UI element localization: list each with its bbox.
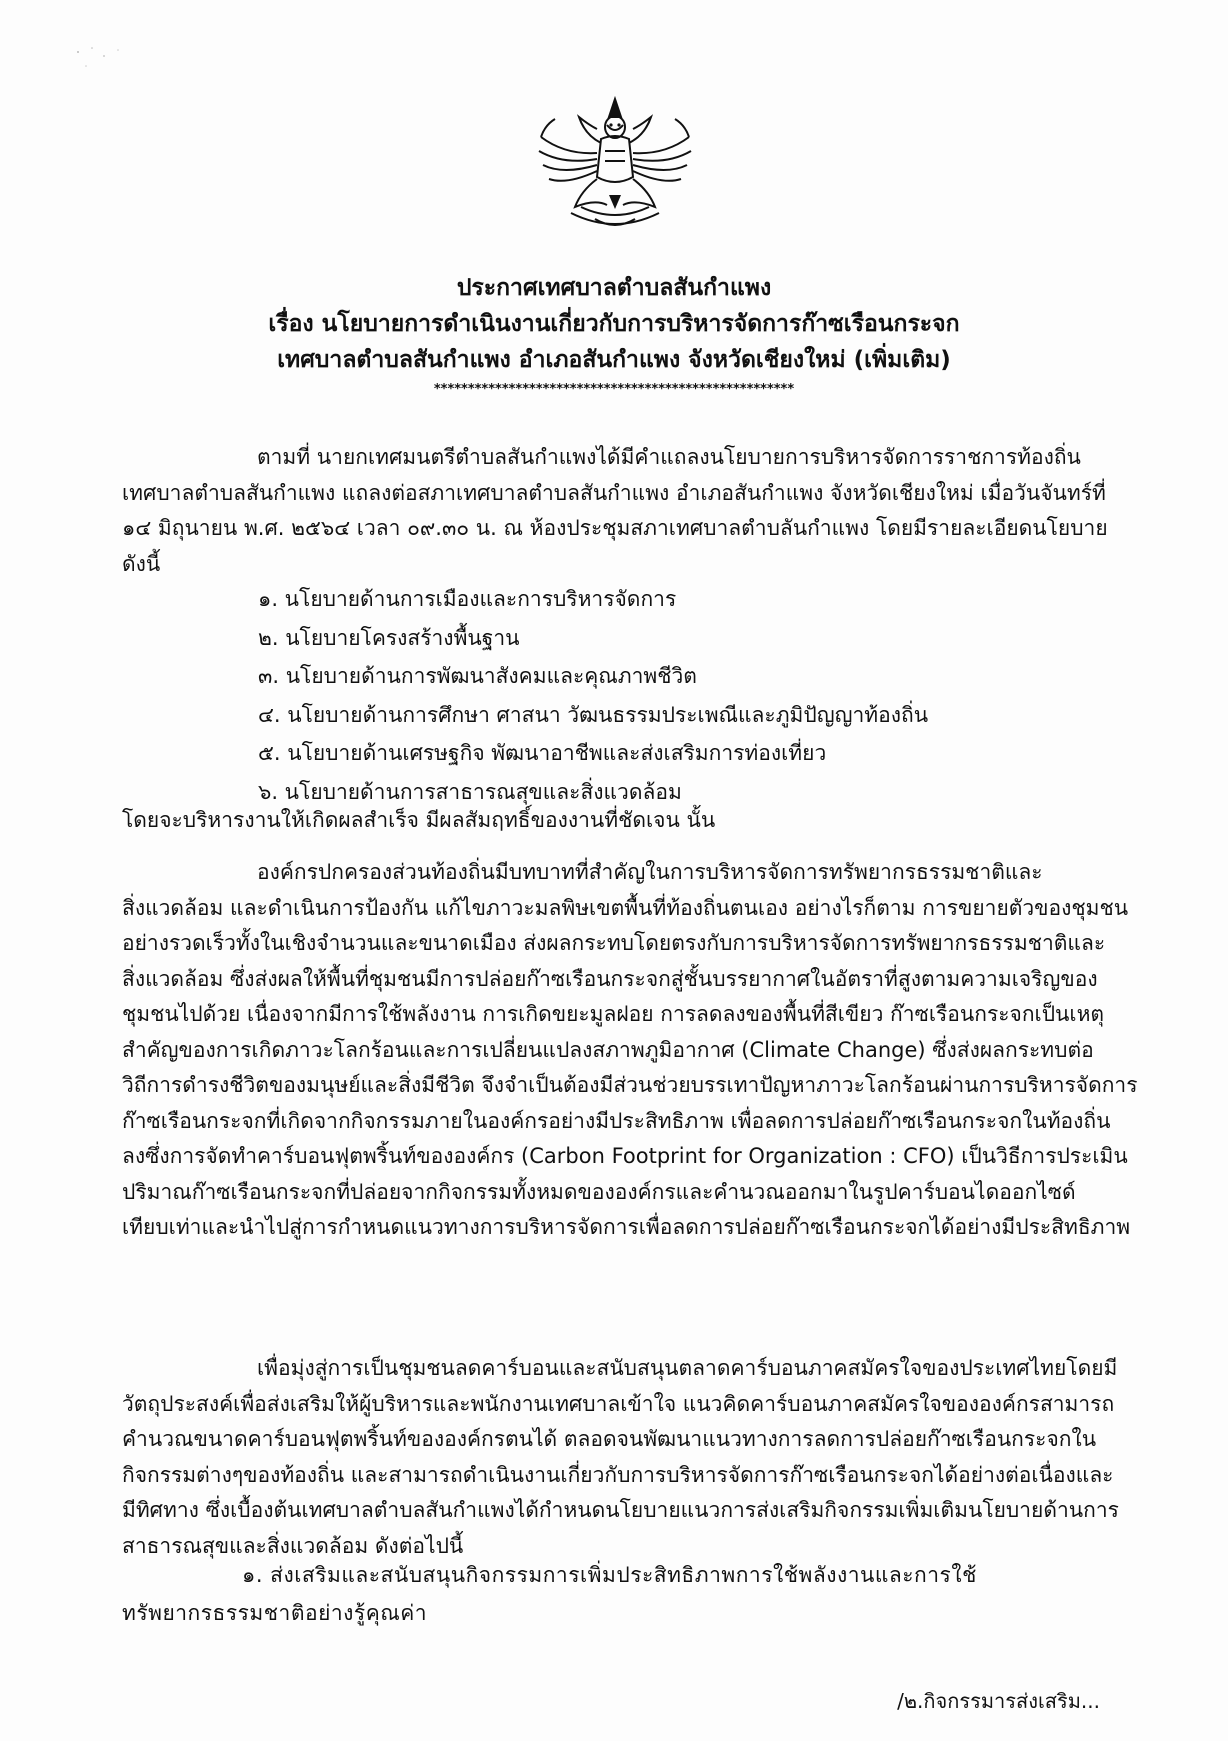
- paragraph-line: สำคัญของการเกิดภาวะโลกร้อนและการเปลี่ยนแปลงสภาพภูมิอากาศ (Climate Change) ซึ่งส่งผลกระทบต่อ: [122, 1037, 1094, 1062]
- paragraph-line: คำนวณขนาดคาร์บอนฟุตพริ้นท์ขององค์กรตนได้ ตลอดจนพัฒนาแนวทางการลดการปล่อยก๊าซเรือนกระจกใน: [122, 1427, 1097, 1451]
- paragraph-line: ชุมชนไปด้วย เนื่องจากมีการใช้พลังงาน การเกิดขยะมูลฝอย การลดลงของพื้นที่สีเขียว ก๊าซเรือนกระจกเป็นเหตุ: [122, 1002, 1105, 1026]
- paragraph-role: [122, 855, 1138, 1246]
- policy-item: ๖. นโยบายด้านการสาธารณสุขและสิ่งแวดล้อม: [258, 779, 682, 804]
- paragraph-measure-1: [122, 1556, 1107, 1632]
- paragraph-line: สิ่งแวดล้อม ซึ่งส่งผลให้พื้นที่ชุมชนมีการปล่อยก๊าซเรือนกระจกสู่ชั้นบรรยากาศในอัตราที่สูงตามความเจริญของ: [122, 966, 1098, 991]
- policy-item: ๔. นโยบายด้านการศึกษา ศาสนา วัฒนธรรมประเพณีและภูมิปัญญาท้องถิ่น: [258, 702, 929, 727]
- paragraph-line: วิถีการดำรงชีวิตของมนุษย์และสิ่งมีชีวิต จึงจำเป็นต้องมีส่วนช่วยบรรเทาปัญหาภาวะโลกร้อนผ่านการบริหารจัดการ: [122, 1073, 1138, 1097]
- scan-specks: [58, 40, 148, 90]
- paragraph-line: กิจกรรมต่างๆของท้องถิ่น และสามารถดำเนินงานเกี่ยวกับการบริหารจัดการก๊าซเรือนกระจกได้อย่างต่อเนื่องและ: [122, 1462, 1114, 1487]
- announcement-header: [0, 270, 1228, 378]
- header-separator: *****************************************************: [433, 382, 795, 397]
- policy-list: [258, 580, 928, 811]
- paragraph-line: เทียบเท่าและนำไปสู่การกำหนดแนวทางการบริหารจัดการเพื่อลดการปล่อยก๊าซเรือนกระจกได้อย่างมีประสิทธิภาพ: [122, 1215, 1131, 1239]
- paragraph-line: เพื่อมุ่งสู่การเป็นชุมชนลดคาร์บอนและสนับสนุนตลาดคาร์บอนภาคสมัครใจของประเทศไทยโดยมี: [257, 1356, 1118, 1380]
- paragraph-line: เทศบาลตำบลสันกำแพง แถลงต่อสภาเทศบาลตำบลสันกำแพง อำเภอสันกำแพง จังหวัดเชียงใหม่ เมื่อวันจันทร์ที่: [122, 480, 1106, 505]
- policy-item: ๑. นโยบายด้านการเมืองและการบริหารจัดการ: [258, 587, 677, 611]
- policy-item: ๓. นโยบายด้านการพัฒนาสังคมและคุณภาพชีวิต: [258, 664, 697, 688]
- paragraph-line: ลงซึ่งการจัดทำคาร์บอนฟุตพริ้นท์ขององค์กร (Carbon Footprint for Organization : CFO) เป็นวิธีการประเมิน: [122, 1144, 1128, 1168]
- paragraph-intro: [122, 440, 1107, 582]
- paragraph-line: วัตถุประสงค์เพื่อส่งเสริมให้ผู้บริหารและพนักงานเทศบาลเข้าใจ แนวคิดคาร์บอนภาคสมัครใจขององค์กรสามารถ: [122, 1391, 1115, 1416]
- paragraph-line: สิ่งแวดล้อม และดำเนินการป้องกัน แก้ไขภาวะมลพิษเขตพื้นที่ท้องถิ่นตนเอง อย่างไรก็ตาม การขยายตัวของชุมชน: [122, 895, 1129, 920]
- header-organization: เทศบาลตำบลสันกำแพง อำเภอสันกำแพง จังหวัดเชียงใหม่ (เพิ่มเติม): [277, 347, 951, 373]
- policy-closing: โดยจะบริหารงานให้เกิดผลสำเร็จ มีผลสัมฤทธิ์ของงานที่ชัดเจน นั้น: [122, 808, 716, 832]
- paragraph-line: ทรัพยากรธรรมชาติอย่างรู้คุณค่า: [122, 1601, 428, 1625]
- paragraph-line: ๑๔ มิถุนายน พ.ศ. ๒๕๖๔ เวลา ๐๙.๓๐ น. ณ ห้องประชุมสภาเทศบาลตำบลันกำแพง โดยมีรายละเอียดนโยบาย: [122, 516, 1108, 540]
- paragraph-line: มีทิศทาง ซึ่งเบื้องต้นเทศบาลตำบลสันกำแพงได้กำหนดนโยบายแนวการส่งเสริมกิจกรรมเพิ่มเติมนโยบายด้านการ: [122, 1498, 1119, 1522]
- paragraph-line: องค์กรปกครองส่วนท้องถิ่นมีบทบาทที่สำคัญในการบริหารจัดการทรัพยากรธรรมชาติและ: [257, 860, 1043, 884]
- paragraph-line: ปริมาณก๊าซเรือนกระจกที่ปล่อยจากกิจกรรมทั้งหมดขององค์กรและคำนวณออกมาในรูปคาร์บอนไดออกไซด์: [122, 1179, 1076, 1204]
- paragraph-objective: [122, 1351, 1119, 1564]
- page-continuation: /๒.กิจกรรมารส่งเสริม...: [897, 1689, 1100, 1713]
- policy-item: ๕. นโยบายด้านเศรษฐกิจ พัฒนาอาชีพและส่งเสริมการท่องเที่ยว: [258, 741, 827, 765]
- policy-item: ๒. นโยบายโครงสร้างพื้นฐาน: [258, 625, 520, 650]
- paragraph-line: ตามที่ นายกเทศมนตรีตำบลสันกำแพงได้มีคำแถลงนโยบายการบริหารจัดการราชการท้องถิ่น: [257, 445, 1081, 469]
- paragraph-line: ดังนี้: [122, 551, 161, 576]
- garuda-emblem-icon: [535, 95, 695, 235]
- header-title: ประกาศเทศบาลตำบลสันกำแพง: [456, 275, 772, 301]
- header-subject: เรื่อง นโยบายการดำเนินงานเกี่ยวกับการบริหารจัดการก๊าซเรือนกระจก: [268, 311, 960, 337]
- paragraph-line: ๑. ส่งเสริมและสนับสนุนกิจกรรมการเพิ่มประสิทธิภาพการใช้พลังงานและการใช้: [242, 1563, 977, 1587]
- paragraph-line: สาธารณสุขและสิ่งแวดล้อม ดังต่อไปนี้: [122, 1533, 464, 1558]
- paragraph-line: อย่างรวดเร็วทั้งในเชิงจำนวนและขนาดเมือง ส่งผลกระทบโดยตรงกับการบริหารจัดการทรัพยากรธรรมชาติและ: [122, 931, 1106, 955]
- paragraph-line: ก๊าซเรือนกระจกที่เกิดจากกิจกรรมภายในองค์กรอย่างมีประสิทธิภาพ เพื่อลดการปล่อยก๊าซเรือนกระจกในท้องถิ่น: [122, 1108, 1111, 1133]
